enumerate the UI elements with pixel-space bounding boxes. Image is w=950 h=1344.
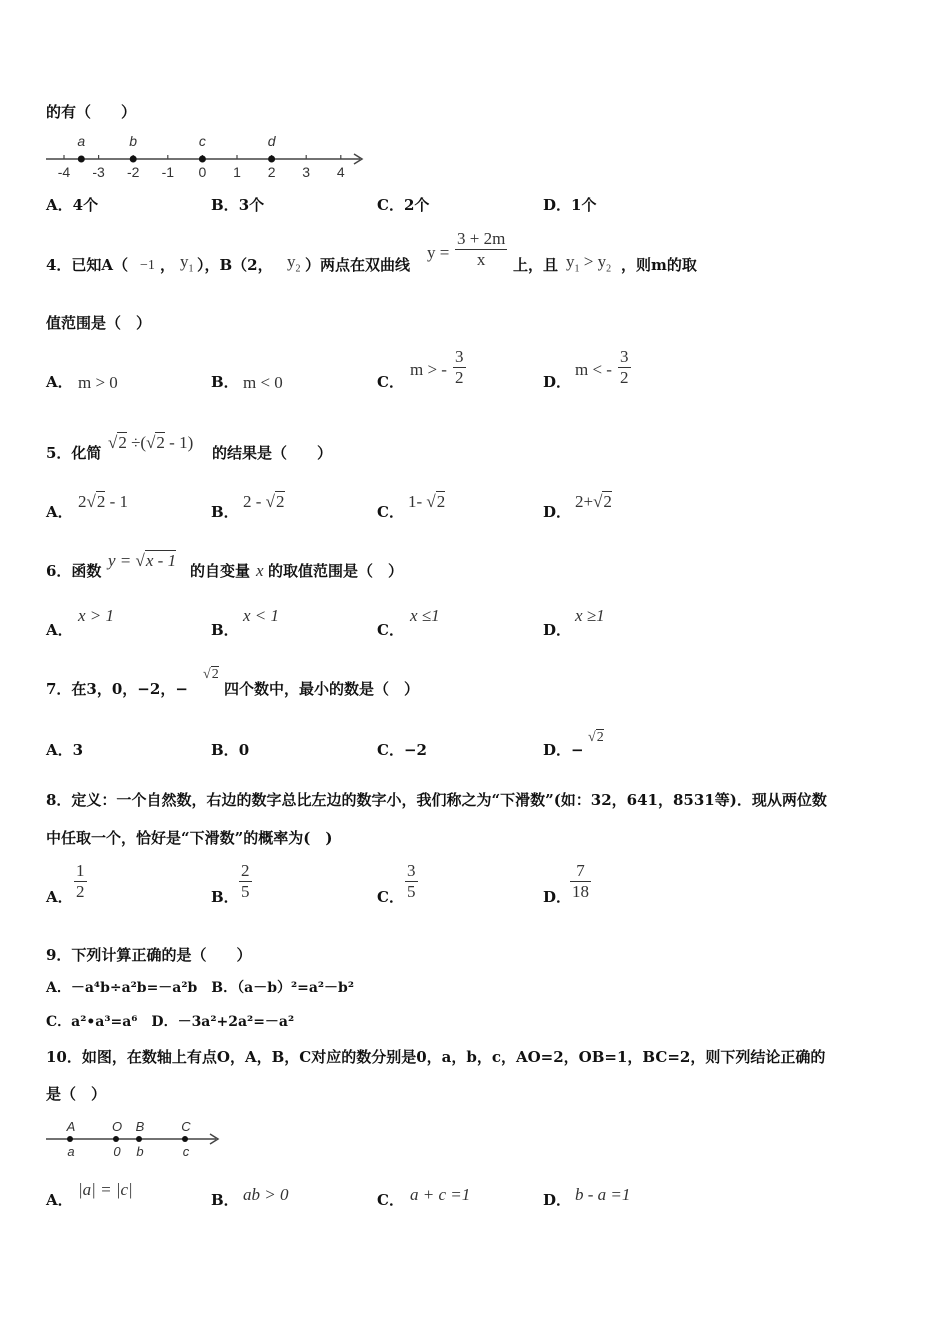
q5-option-b-math[interactable]: 2 - √2	[243, 492, 285, 511]
q4-option-b-math[interactable]: m < 0	[243, 373, 283, 392]
q3-stem-tail: 的有（ ）	[46, 103, 137, 121]
tick-label: 0	[198, 164, 207, 180]
q6-option-d-math[interactable]: x ≥1	[575, 606, 605, 625]
q4-stem-part1: 4．已知A（	[46, 256, 129, 274]
q7-option-b[interactable]: B．0	[211, 741, 250, 759]
q9-options-row1[interactable]: A．－a⁴b÷a²b=－a²b B．（a－b）²=a²－b²	[46, 980, 354, 996]
point-value-c: c	[182, 1144, 190, 1159]
q5-option-d-label[interactable]: D．	[543, 503, 572, 521]
point-value-b: b	[136, 1144, 144, 1159]
q8-option-a-fraction[interactable]: $\frac{1}{2}$	[76, 861, 85, 901]
q4-option-a-math[interactable]: m > 0	[78, 373, 118, 392]
q4-func-numerator: 3 + 2m	[457, 229, 506, 248]
q6-option-b-math[interactable]: x < 1	[243, 606, 280, 625]
point-C	[182, 1136, 188, 1142]
q10-option-c-label[interactable]: C．	[377, 1191, 404, 1209]
q7-option-a[interactable]: A．3	[46, 741, 84, 759]
q4-stem-line2: 值范围是（ ）	[46, 314, 152, 332]
q8-option-c-label[interactable]: C．	[377, 888, 404, 906]
q8-option-b-fraction[interactable]: $\frac{2}{5}$	[241, 861, 250, 901]
q5-option-a-math[interactable]: 2√2 - 1	[78, 492, 129, 511]
q6-option-a-label[interactable]: A．	[46, 621, 73, 639]
q8-option-b-label[interactable]: B．	[211, 888, 239, 906]
q4-func-fraction	[455, 229, 507, 270]
q4-y2: $y_2$	[287, 252, 301, 275]
point-b	[130, 156, 137, 163]
q6-stem-part1: 6．函数	[46, 562, 102, 580]
q6-option-d-label[interactable]: D．	[543, 621, 572, 639]
q4-option-b-label[interactable]: B．	[211, 373, 239, 391]
q10-option-d-math[interactable]: b - a =1	[575, 1185, 631, 1204]
q8-option-c-fraction[interactable]: $\frac{3}{5}$	[407, 861, 416, 901]
tick-label: -1	[161, 164, 175, 180]
q4-func-lhs: y =	[427, 243, 450, 262]
q10-stem-line2: 是（ ）	[46, 1085, 107, 1103]
q4-y1: $y_1$	[180, 252, 194, 275]
q4-stem-part2: ），B（2，	[197, 256, 273, 274]
q4-option-a-label[interactable]: A．	[46, 373, 73, 391]
q3-option-c[interactable]: C．2个	[377, 196, 430, 214]
q4-option-d-math[interactable]: m < -	[575, 360, 612, 379]
q3-option-b[interactable]: B．3个	[211, 196, 265, 214]
point-a	[78, 156, 85, 163]
point-label-b: b	[129, 133, 138, 149]
q4-point-a-x: −1	[140, 258, 155, 273]
point-label-A: A	[66, 1119, 76, 1134]
q4-option-d-fraction: $\frac{3}{2}$	[620, 347, 629, 387]
q8-stem-line1: 8．定义：一个自然数，右边的数字总比左边的数字小，我们称之为“下滑数”(如：32，641，8531等)．现从两位数	[46, 791, 827, 809]
q8-option-d-fraction[interactable]: $\frac{7}{18}$	[572, 861, 589, 901]
q4-func-denominator: x	[476, 250, 486, 269]
q4-stem-part5: ，则m的取	[621, 256, 697, 274]
q10-option-a-math[interactable]: |a| = |c|	[78, 1180, 133, 1199]
q6-option-c-math[interactable]: x ≤1	[410, 606, 440, 625]
q4-option-c-math[interactable]: m > -	[410, 360, 447, 379]
q8-stem-line2: 中任取一个，恰好是“下滑数”的概率为( )	[46, 829, 333, 847]
q9-options-row2[interactable]: C．a²•a³=a⁶ D．－3a²+2a²=－a²	[46, 1014, 295, 1030]
point-value-a: a	[67, 1144, 75, 1159]
q6-stem-part2: 的自变量	[190, 562, 251, 580]
point-value-0: 0	[113, 1144, 121, 1159]
q4-comma: ，	[160, 256, 176, 274]
q3-number-line	[44, 130, 369, 182]
point-d	[268, 156, 275, 163]
q6-variable: x	[256, 561, 264, 580]
q7-stem-part1: 7．在3，0，−2，−	[46, 680, 188, 698]
q6-option-a-math[interactable]: x > 1	[78, 606, 115, 625]
q10-option-a-label[interactable]: A．	[46, 1191, 73, 1209]
q7-option-d[interactable]: D．−	[543, 741, 584, 759]
q4-stem-part3: ）两点在双曲线	[305, 256, 411, 274]
point-label-O: O	[111, 1119, 123, 1134]
q10-option-b-math[interactable]: ab > 0	[243, 1185, 289, 1204]
q5-expression: √2 ÷(√2 - 1)	[108, 433, 194, 452]
point-c	[199, 156, 206, 163]
q6-function: y = √x - 1	[108, 551, 177, 570]
q9-stem: 9．下列计算正确的是（ ）	[46, 946, 252, 964]
point-label-a: a	[77, 133, 86, 149]
q6-option-b-label[interactable]: B．	[211, 621, 239, 639]
q8-option-d-label[interactable]: D．	[543, 888, 572, 906]
point-label-B: B	[135, 1119, 145, 1134]
q4-option-c-fraction: $\frac{3}{2}$	[455, 347, 464, 387]
q10-option-c-math[interactable]: a + c =1	[410, 1185, 471, 1204]
tick-label: -3	[92, 164, 105, 180]
tick-label: 3	[302, 164, 311, 180]
q4-stem-part4: 上，且	[513, 256, 559, 274]
tick-label: -2	[126, 164, 140, 180]
q5-option-c-math[interactable]: 1- √2	[408, 492, 446, 511]
q7-option-c[interactable]: C．−2	[377, 741, 427, 759]
q10-stem-line1: 10．如图，在数轴上有点O，A，B，C对应的数分别是0，a，b，c，AO=2，OB=1，BC=2，则下列结论正确的	[46, 1048, 826, 1066]
q5-option-a-label[interactable]: A．	[46, 503, 73, 521]
point-O	[113, 1136, 119, 1142]
point-label-d: d	[267, 133, 276, 149]
point-A	[67, 1136, 73, 1142]
q5-option-b-label[interactable]: B．	[211, 503, 239, 521]
q7-stem-part2: 四个数中，最小的数是（ ）	[224, 680, 420, 698]
tick-label: 1	[233, 164, 241, 180]
q5-stem-part2: 的结果是（ ）	[212, 444, 333, 462]
point-label-c: c	[198, 133, 206, 149]
q4-option-d-label[interactable]: D．	[543, 373, 572, 391]
tick-label: -4	[57, 164, 71, 180]
q3-option-a[interactable]: A．4个	[46, 196, 99, 214]
q6-option-c-label[interactable]: C．	[377, 621, 404, 639]
q10-option-d-label[interactable]: D．	[543, 1191, 572, 1209]
q5-option-d-math[interactable]: 2+√2	[575, 492, 612, 511]
q3-option-d[interactable]: D．1个	[543, 196, 597, 214]
tick-label: 2	[267, 164, 276, 180]
point-B	[136, 1136, 142, 1142]
q10-option-b-label[interactable]: B．	[211, 1191, 239, 1209]
q8-option-a-label[interactable]: A．	[46, 888, 73, 906]
q7-option-d-sqrt2: √2	[588, 730, 604, 745]
q5-stem-part1: 5．化简	[46, 444, 102, 462]
q4-option-c-label[interactable]: C．	[377, 373, 404, 391]
q4-condition: $y_1 > y_2$	[566, 252, 612, 275]
q10-number-line	[44, 1118, 224, 1160]
point-label-C: C	[181, 1119, 191, 1134]
q6-stem-part3: 的取值范围是（ ）	[268, 562, 404, 580]
q5-option-c-label[interactable]: C．	[377, 503, 404, 521]
tick-label: 4	[336, 164, 345, 180]
q7-sqrt2: √2	[203, 667, 219, 682]
